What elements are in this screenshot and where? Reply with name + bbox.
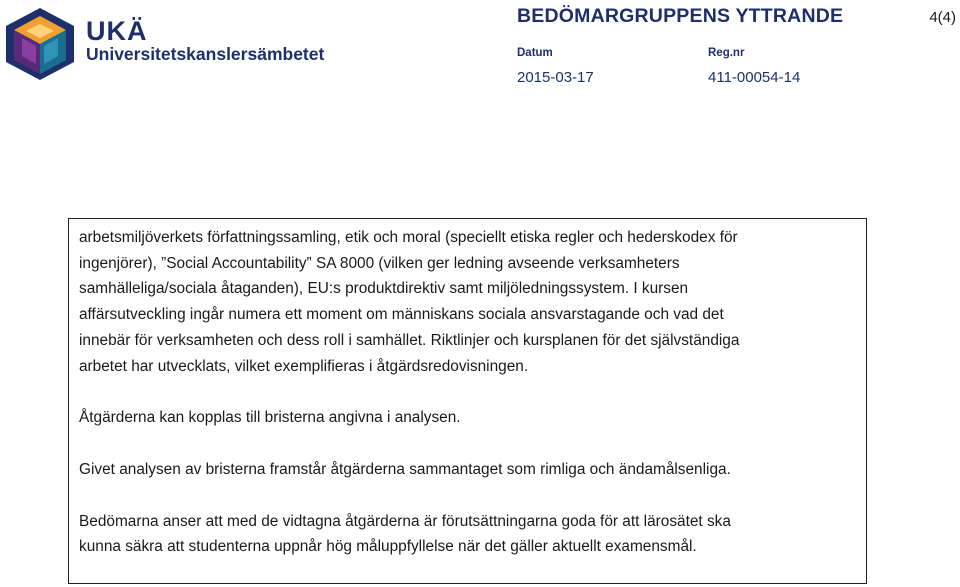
page-number: 4(4) <box>929 9 956 26</box>
paragraph-overall-assessment: Givet analysen av bristerna framstår åtgärderna sammantaget som rimliga och ändamålsenliga. <box>79 460 731 478</box>
assessment-text-box <box>68 218 867 584</box>
brand-subtitle: Universitetskanslersämbetet <box>86 44 325 64</box>
paragraph-link-to-analysis: Åtgärderna kan kopplas till bristerna angivna i analysen. <box>79 409 461 427</box>
date-label: Datum <box>517 47 553 59</box>
regnr-value: 411-00054-14 <box>708 69 801 86</box>
paragraph-measures-detail: arbetsmiljöverkets författningssamling, etik och moral (speciellt etiska regler och hederskodex för ingenjörer), ”Social Accountability” SA 8000 (vilken ger ledning avseende verksamheters samhälleliga/sociala åtaganden), EU:s produktdirektiv samt miljöledningssystem. I kursen affärsutveckling ingår numera ett moment om människans sociala ansvarstagande och vad det innebär för verksamheten och dess roll i samhället. Riktlinjer och kursplanen för det självständiga arbetet har utvecklats, vilket exemplifieras i åtgärdsredovisningen. <box>79 229 740 375</box>
uka-cube-logo-icon <box>4 6 76 82</box>
brand-name: UKÄ <box>86 16 148 46</box>
regnr-label: Reg.nr <box>708 47 745 59</box>
date-value: 2015-03-17 <box>517 69 594 86</box>
assessment-body <box>69 219 866 560</box>
paragraph-conclusion: Bedömarna anser att med de vidtagna åtgärderna är förutsättningarna goda för att lärosätet ska kunna säkra att studenterna uppnår hög måluppfyllelse när det gäller aktuellt examensmål. <box>79 512 731 556</box>
document-title: BEDÖMARGRUPPENS YTTRANDE <box>517 5 844 27</box>
